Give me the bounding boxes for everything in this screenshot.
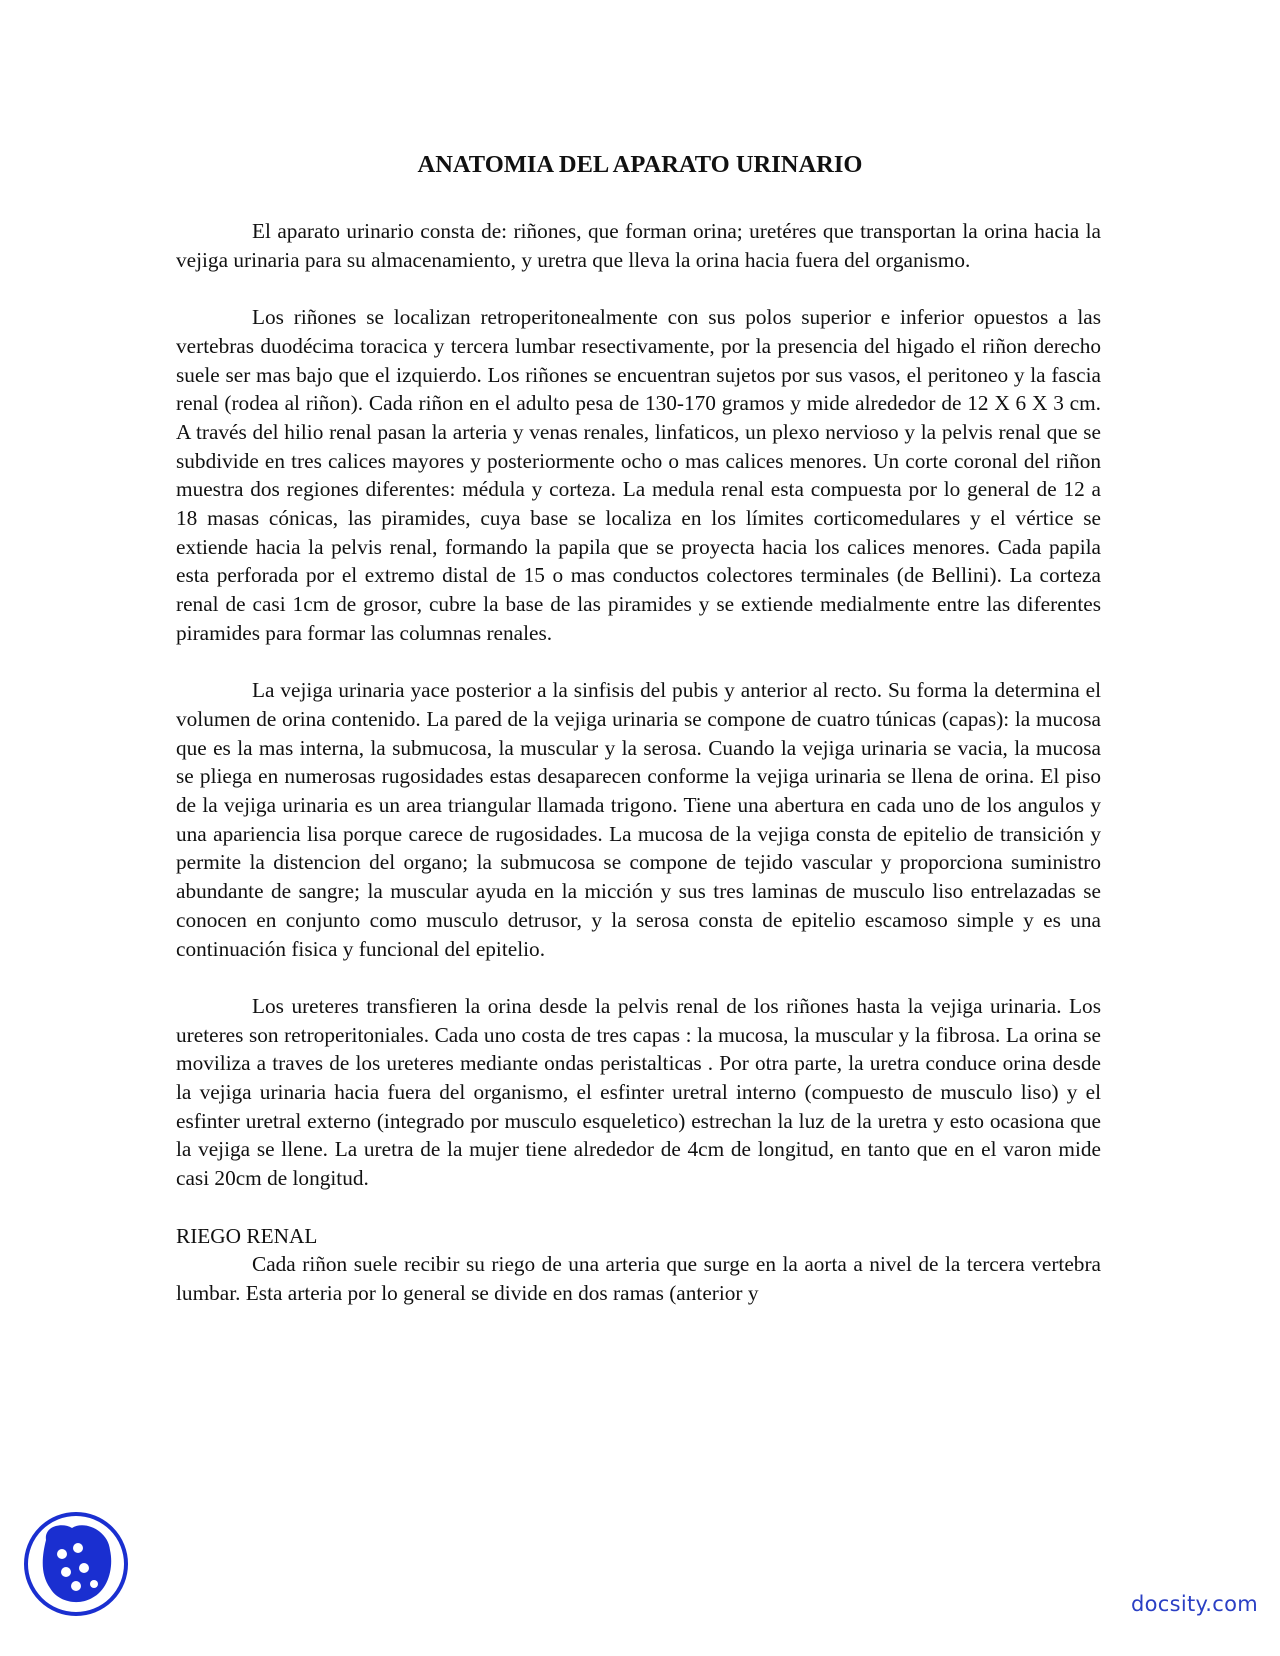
paragraph-intro: El aparato urinario consta de: riñones, que forman orina; uretéres que transportan la orina hacia la vejiga urinaria para su almacenamiento, y uretra que lleva la orina hacia fuera del organismo. (176, 219, 1101, 272)
docsity-brand-text[interactable]: docsity.com (1131, 1592, 1258, 1616)
document-title: ANATOMIA DEL APARATO URINARIO (417, 151, 863, 178)
docsity-logo-icon[interactable] (22, 1510, 130, 1618)
paragraph-riego-renal: Cada riñon suele recibir su riego de una arteria que surge en la aorta a nivel de la tercera vertebra lumbar. Esta arteria por lo general se divide en dos ramas (anterior y (176, 1252, 1101, 1305)
document-body (176, 217, 1101, 1308)
paragraph-kidneys: Los riñones se localizan retroperitonealmente con sus polos superior e inferior opuestos a las vertebras duodécima toracica y tercera lumbar resectivamente, por la presencia del higado el riñon derecho suele ser mas bajo que el izquierdo. Los riñones se encuentran sujetos por sus vasos, el peritoneo y la fascia renal (rodea al riñon). Cada riñon en el adulto pesa de 130-170 gramos y mide alrededor de 12 X 6 X 3 cm. A través del hilio renal pasan la arteria y venas renales, linfaticos, un plexo nervioso y la pelvis renal que se subdivide en tres calices mayores y posteriormente ocho o mas calices menores. Un corte coronal del riñon muestra dos regiones diferentes: médula y corteza. La medula renal esta compuesta por lo general de 12 a 18 masas cónicas, las piramides, cuya base se localiza en los límites corticomedulares y el vértice se extiende hacia la pelvis renal, formando la papila que se proyecta hacia los calices menores. Cada papila esta perforada por el extremo distal de 15 o mas conductos colectores terminales (de Bellini). La corteza renal de casi 1cm de grosor, cubre la base de las piramides y se extiende medialmente entre las diferentes piramides para formar las columnas renales. (176, 305, 1101, 645)
paragraph-bladder: La vejiga urinaria yace posterior a la sinfisis del pubis y anterior al recto. Su forma la determina el volumen de orina contenido. La pared de la vejiga urinaria se compone de cuatro túnicas (capas): la mucosa que es la mas interna, la submucosa, la muscular y la serosa. Cuando la vejiga urinaria se vacia, la mucosa se pliega en numerosas rugosidades estas desaparecen conforme la vejiga urinaria se llena de orina. El piso de la vejiga urinaria es un area triangular llamada trigono. Tiene una abertura en cada uno de los angulos y una apariencia lisa porque carece de rugosidades. La mucosa de la vejiga consta de epitelio de transición y permite la distencion del organo; la submucosa se compone de tejido vascular y proporciona suministro abundante de sangre; la muscular ayuda en la micción y sus tres laminas de musculo liso entrelazadas se conocen en conjunto como musculo detrusor, y la serosa consta de epitelio escamoso simple y es una continuación fisica y funcional del epitelio. (176, 678, 1101, 961)
section-heading-riego-renal: RIEGO RENAL (176, 1223, 318, 1248)
paragraph-ureters: Los ureteres transfieren la orina desde la pelvis renal de los riñones hasta la vejiga urinaria. Los ureteres son retroperitoniales. Cada uno costa de tres capas : la mucosa, la muscular y la fibrosa. La orina se moviliza a traves de los ureteres mediante ondas peristalticas . Por otra parte, la uretra conduce orina desde la vejiga urinaria hacia fuera del organismo, el esfinter uretral interno (compuesto de musculo liso) y el esfinter uretral externo (integrado por musculo esqueletico) estrechan la luz de la uretra y esto ocasiona que la vejiga se llene. La uretra de la mujer tiene alrededor de 4cm de longitud, en tanto que en el varon mide casi 20cm de longitud. (176, 993, 1101, 1191)
